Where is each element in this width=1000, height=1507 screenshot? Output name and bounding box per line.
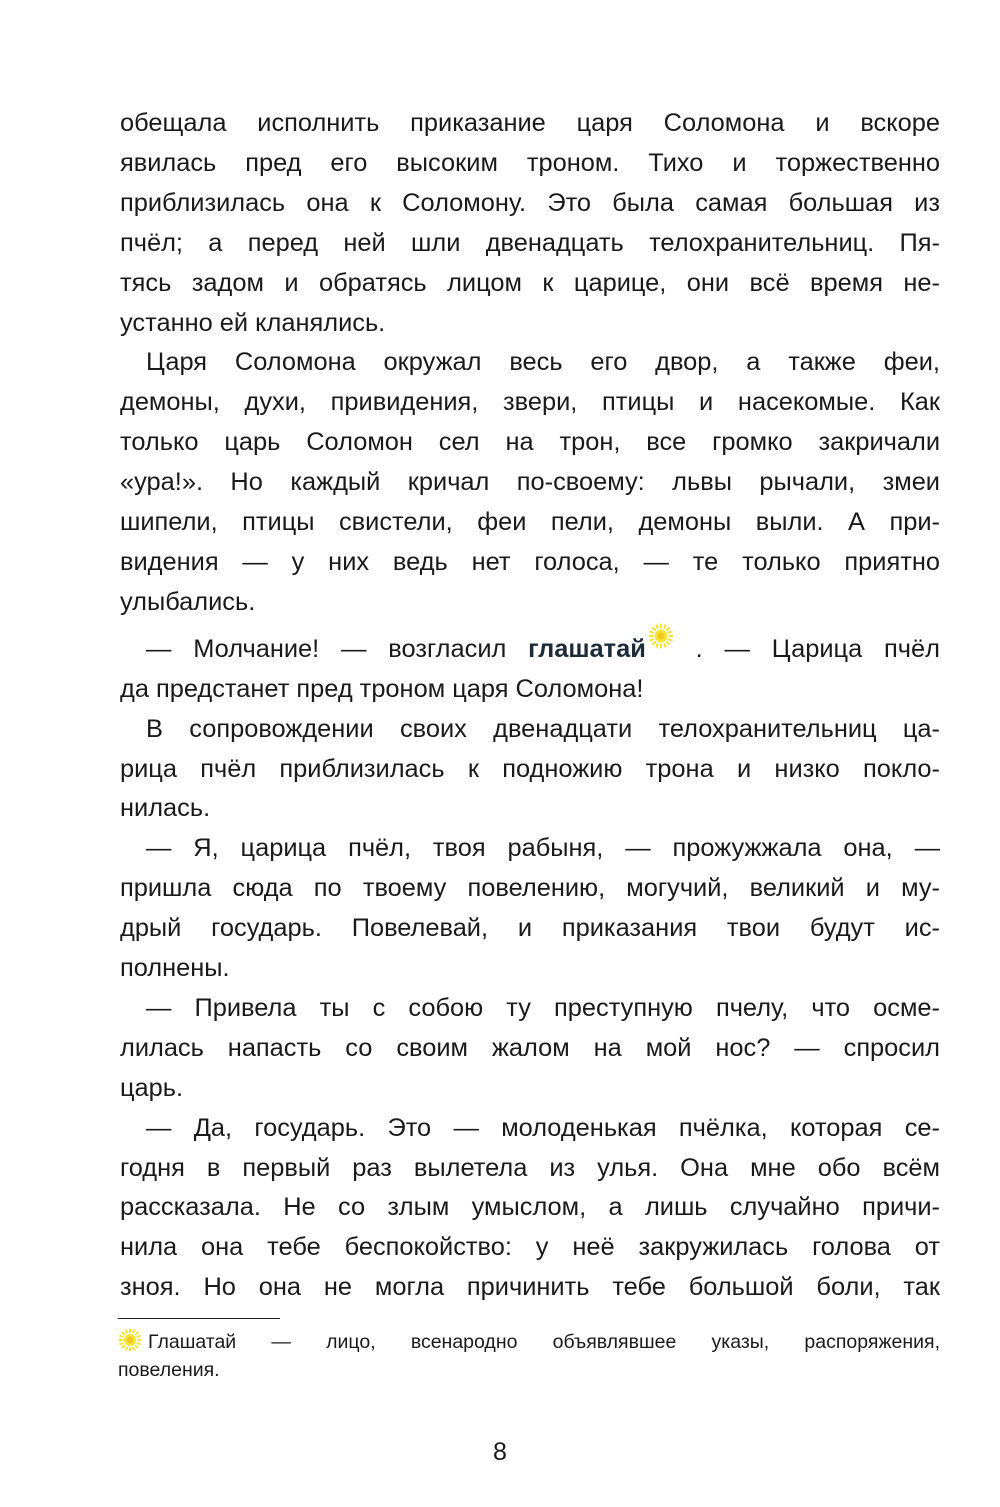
footnote-line — [118, 1328, 940, 1356]
text-line: только царь Соломон сел на трон, все громко закричали — [120, 428, 940, 457]
footnote — [118, 1328, 940, 1384]
text-line: да предстанет пред троном царя Соломона! — [120, 674, 644, 703]
text-line: улыбались. — [120, 587, 256, 616]
text-line: Царя Соломона окружал весь его двор, а также феи, — [146, 348, 940, 377]
text-line: явилась пред его высоким троном. Тихо и торжественно — [120, 148, 940, 177]
body-text — [120, 104, 940, 1308]
text-line: приблизилась она к Соломону. Это была самая большая из — [120, 188, 940, 217]
footnote-text: Глашатай — лицо, всенародно объявлявшее указы, распоряжения, — [148, 1331, 940, 1353]
text-line: лилась напасть со своим жалом на мой нос? — спросил — [120, 1033, 940, 1062]
text-line: — Я, царица пчёл, твоя рабыня, — прожужжала она, — — [146, 834, 940, 863]
text-line: нилась. — [120, 794, 211, 823]
paragraph-1 — [120, 104, 940, 343]
sun-icon — [648, 623, 674, 649]
footnote-divider — [118, 1318, 280, 1319]
footnote-term: глашатай — [528, 634, 646, 663]
text-line: В сопровождении своих двенадцати телохранительниц ца- — [146, 714, 940, 743]
text-line: нила она тебе беспокойство: у неё закружилась голова от — [120, 1233, 940, 1262]
text-line: полнены. — [120, 954, 230, 983]
paragraph-5 — [120, 829, 940, 989]
page-number: 8 — [493, 1438, 507, 1466]
text-line: — Да, государь. Это — молоденькая пчёлка, которая се- — [146, 1113, 940, 1142]
paragraph-3 — [120, 623, 940, 710]
paragraph-2 — [120, 343, 940, 622]
footnote-line: повеления. — [118, 1359, 220, 1381]
text-line: пришла сюда по твоему повелению, могучий, великий и му- — [120, 874, 940, 903]
text-line: обещала исполнить приказание царя Соломона и вскоре — [120, 109, 940, 137]
text-line: годня в первый раз вылетела из улья. Она мне обо всём — [120, 1153, 940, 1182]
text-line: царь. — [120, 1073, 184, 1102]
text-line: — Привела ты с собою ту преступную пчелу, что осме- — [146, 993, 940, 1022]
text-line: устанно ей кланялись. — [120, 308, 386, 337]
text-line-with-term — [120, 623, 940, 670]
paragraph-4 — [120, 710, 940, 830]
text-line: демоны, духи, привидения, звери, птицы и насекомые. Как — [120, 388, 940, 417]
text-line: шипели, птицы свистели, феи пели, демоны выли. А при- — [120, 508, 940, 537]
sun-icon — [118, 1328, 142, 1352]
text-segment: . — Царица пчёл — [695, 634, 940, 663]
paragraph-6 — [120, 989, 940, 1109]
text-line: «ура!». Но каждый кричал по-своему: львы рычали, змеи — [120, 468, 940, 497]
text-line: пчёл; а перед ней шли двенадцать телохранительниц. Пя- — [120, 228, 940, 257]
paragraph-7 — [120, 1109, 940, 1309]
text-line: тясь задом и обратясь лицом к царице, они всё время не- — [120, 268, 940, 297]
text-line: видения — у них ведь нет голоса, — те только приятно — [120, 547, 940, 576]
text-line: рица пчёл приблизилась к подножию трона и низко покло- — [120, 754, 940, 783]
text-segment: — Молчание! — возгласил — [146, 634, 507, 663]
text-line: дрый государь. Повелевай, и приказания твои будут ис- — [120, 914, 940, 943]
text-line: зноя. Но она не могла причинить тебе большой боли, так — [120, 1273, 940, 1302]
text-line: рассказала. Не со злым умыслом, а лишь случайно причи- — [120, 1193, 940, 1222]
